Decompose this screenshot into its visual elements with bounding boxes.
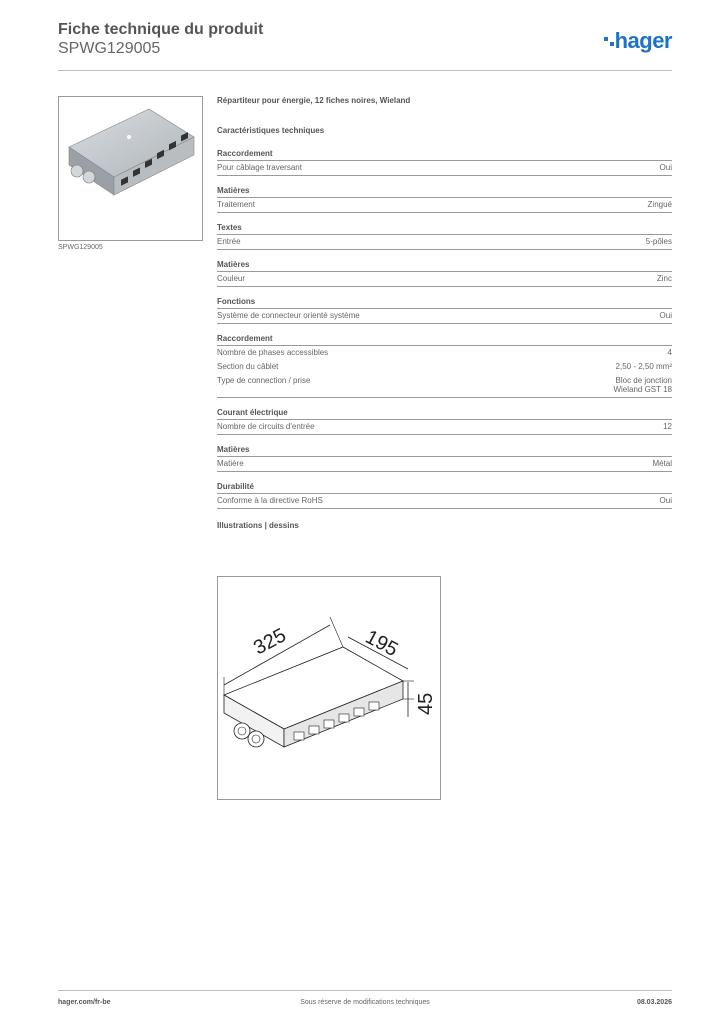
spec-label: Couleur (217, 274, 246, 283)
spec-label: Entrée (217, 237, 241, 246)
spec-rows (217, 457, 672, 472)
spec-value: 2,50 - 2,50 mm² (615, 362, 672, 371)
specs-list (217, 149, 672, 509)
product-description: Répartiteur pour énergie, 12 fiches noires, Wieland (217, 96, 411, 105)
spec-label: Nombre de circuits d'entrée (217, 422, 315, 431)
spec-row (217, 272, 672, 286)
spec-row (217, 374, 672, 397)
spec-value: Oui (659, 163, 672, 172)
spec-section-title: Matières (217, 186, 672, 198)
spec-section (217, 445, 672, 472)
spec-value: 4 (667, 348, 672, 357)
spec-section (217, 408, 672, 435)
spec-row (217, 420, 672, 434)
spec-rows (217, 494, 672, 509)
height-dimension: 45 (415, 692, 437, 715)
product-photo (58, 96, 203, 241)
spec-section-title: Matières (217, 445, 672, 457)
spec-section (217, 297, 672, 324)
spec-row (217, 235, 672, 249)
spec-row (217, 161, 672, 175)
spec-row (217, 346, 672, 360)
spec-value: Zingué (647, 200, 672, 209)
spec-section-title: Durabilité (217, 482, 672, 494)
spec-row (217, 309, 672, 323)
product-photo-caption: SPWG129005 (58, 244, 103, 251)
hager-logo[interactable]: hager (604, 28, 672, 54)
illustrations-heading: Illustrations | dessins (217, 521, 299, 530)
footer-notice: Sous réserve de modifications techniques (300, 999, 430, 1006)
spec-section (217, 482, 672, 509)
spec-rows (217, 235, 672, 250)
spec-section (217, 149, 672, 176)
spec-label: Section du câblet (217, 362, 279, 371)
footer-date: 08.03.2026 (636, 999, 672, 1006)
spec-section (217, 223, 672, 250)
spec-rows (217, 198, 672, 213)
spec-label: Type de connection / prise (217, 376, 311, 385)
spec-section-title: Raccordement (217, 149, 672, 161)
spec-section-title: Fonctions (217, 297, 672, 309)
spec-row (217, 360, 672, 374)
spec-label: Système de connecteur orienté système (217, 311, 360, 320)
spec-label: Traitement (217, 200, 255, 209)
dimension-drawing (217, 576, 441, 800)
technical-characteristics-heading: Caractéristiques techniques (217, 126, 325, 135)
product-details (217, 96, 672, 530)
spec-value: Oui (659, 311, 672, 320)
width-dimension: 195 (361, 625, 402, 662)
spec-value: Métal (652, 459, 672, 468)
spec-section (217, 260, 672, 287)
product-reference: SPWG129005 (58, 40, 161, 57)
spec-label: Pour câblage traversant (217, 163, 302, 172)
page-header (58, 20, 672, 71)
spec-row (217, 198, 672, 212)
spec-section-title: Raccordement (217, 334, 672, 346)
spec-row (217, 457, 672, 471)
spec-value: 5-pôles (645, 237, 672, 246)
spec-rows (217, 272, 672, 287)
spec-section-title: Textes (217, 223, 672, 235)
spec-value: Oui (659, 496, 672, 505)
spec-value: Zinc (656, 274, 672, 283)
spec-section-title: Courant électrique (217, 408, 672, 420)
spec-label: Nombre de phases accessibles (217, 348, 329, 357)
page-title: Fiche technique du produit (58, 21, 264, 38)
spec-section (217, 186, 672, 213)
spec-rows (217, 420, 672, 435)
spec-value: Bloc de jonction Wieland GST 18 (613, 376, 672, 394)
spec-value: 12 (663, 422, 672, 431)
spec-label: Conforme à la directive RoHS (217, 496, 323, 505)
spec-label: Matière (217, 459, 244, 468)
spec-section-title: Matières (217, 260, 672, 272)
spec-row (217, 494, 672, 508)
length-dimension: 325 (250, 624, 290, 660)
footer-website-link[interactable]: hager.com/fr-be (58, 999, 111, 1006)
page-footer (58, 990, 672, 1006)
spec-rows (217, 346, 672, 398)
spec-rows (217, 309, 672, 324)
spec-section (217, 334, 672, 398)
spec-rows (217, 161, 672, 176)
